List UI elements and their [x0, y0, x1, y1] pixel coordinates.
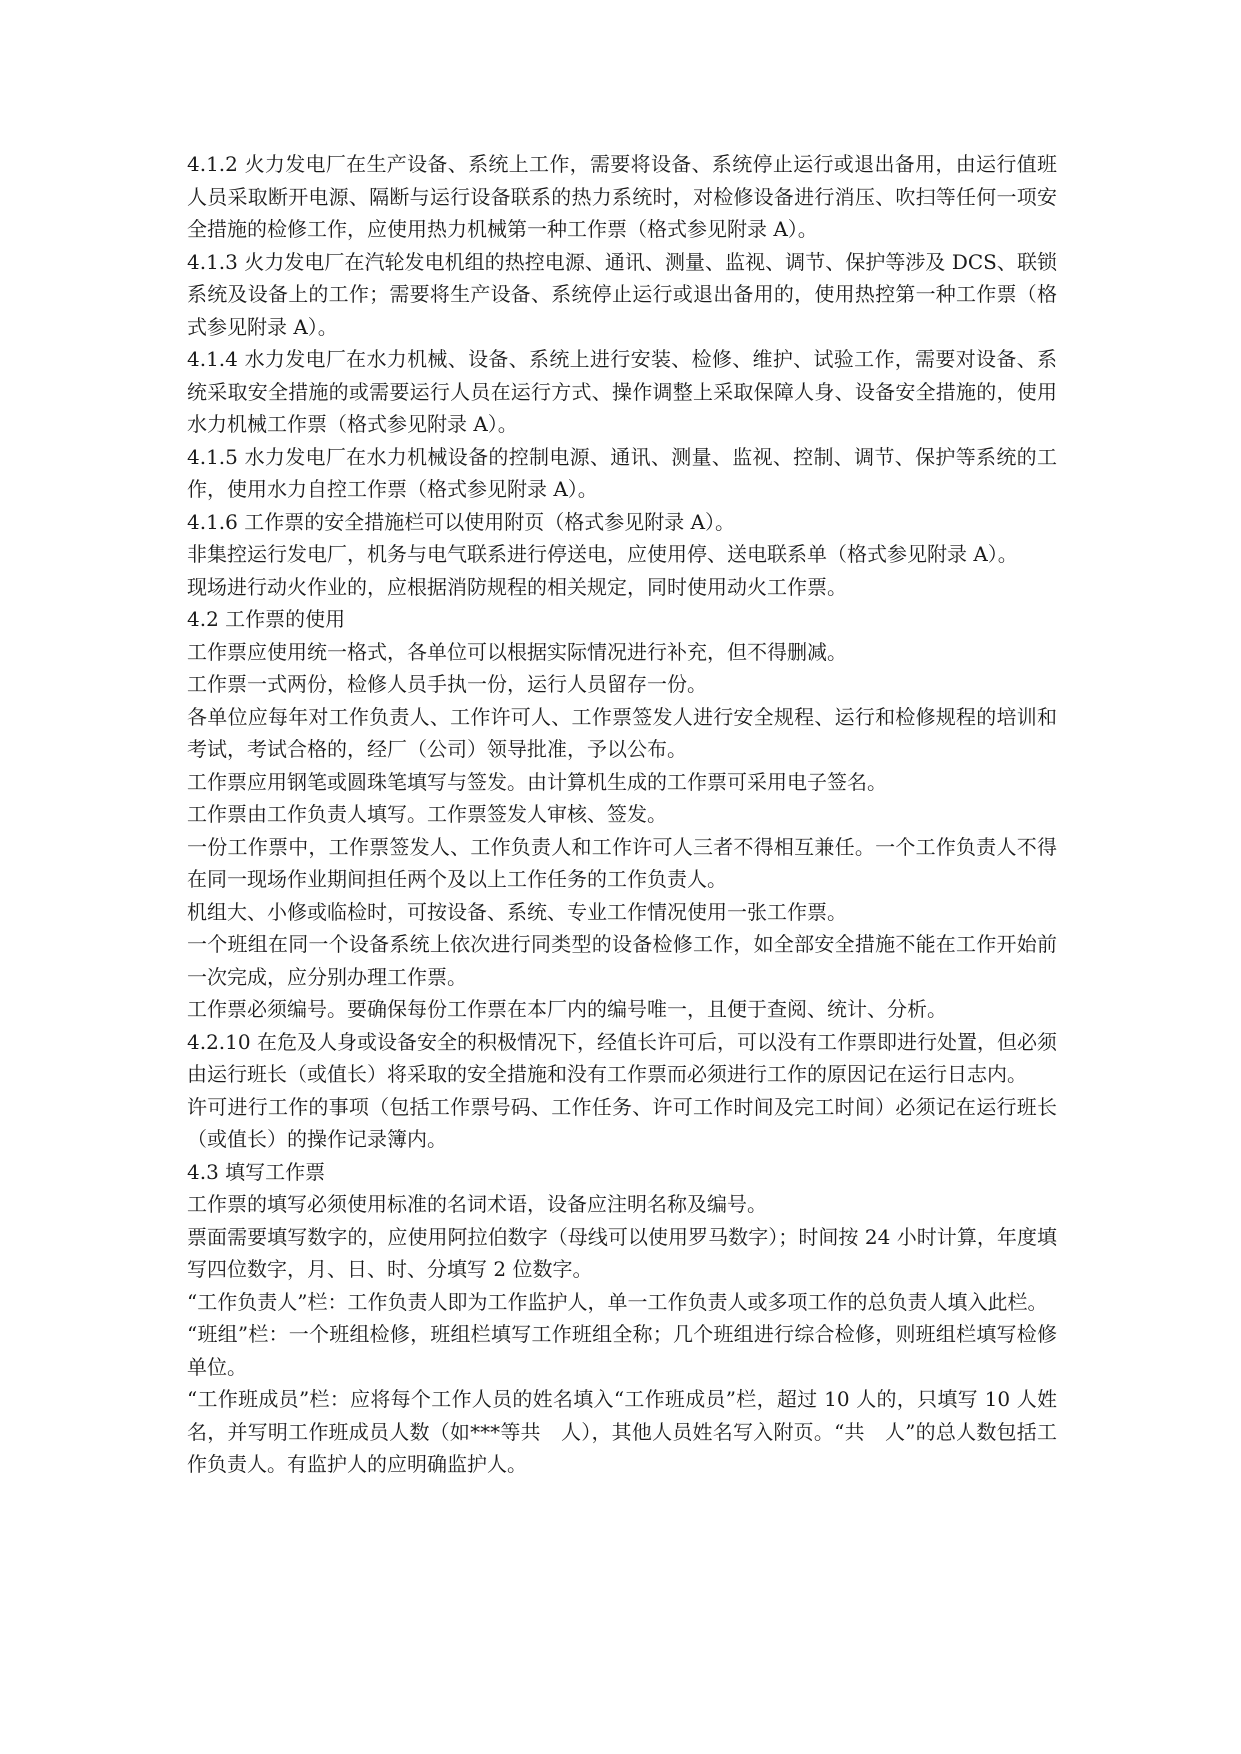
paragraph: 工作票一式两份，检修人员手执一份，运行人员留存一份。: [187, 672, 707, 696]
paragraph: 许可进行工作的事项（包括工作票号码、工作任务、许可工作时间及完工时间）必须记在运行班长（或值长）的操作记录簿内。: [187, 1094, 1057, 1151]
paragraph: 4.2.10 在危及人身或设备安全的积极情况下，经值长许可后，可以没有工作票即进行处置，但必须由运行班长（或值长）将采取的安全措施和没有工作票而必须进行工作的原因记在运行日志内。: [187, 1029, 1057, 1086]
paragraph: “班组”栏：一个班组检修，班组栏填写工作班组全称；几个班组进行综合检修，则班组栏填写检修单位。: [187, 1322, 1057, 1379]
paragraph: 4.1.3 火力发电厂在汽轮发电机组的热控电源、通讯、测量、监视、调节、保护等涉及 DCS、联锁系统及设备上的工作；需要将生产设备、系统停止运行或退出备用的，使用热控第一种工作票（格式参见附录 A）。: [187, 249, 1057, 339]
paragraph: 工作票应用钢笔或圆珠笔填写与签发。由计算机生成的工作票可采用电子签名。: [187, 769, 887, 794]
paragraph: “工作班成员”栏：应将每个工作人员的姓名填入“工作班成员”栏，超过 10 人的，只填写 10 人姓名，并写明工作班成员人数（如***等共 人），其他人员姓名写入附页。“共 人”的总人数包括工作负责人。有监护人的应明确监护人。: [187, 1387, 1057, 1476]
paragraph: 工作票必须编号。要确保每份工作票在本厂内的编号唯一，且便于查阅、统计、分析。: [187, 997, 947, 1021]
paragraph: 4.1.6 工作票的安全措施栏可以使用附页（格式参见附录 A）。: [187, 509, 736, 534]
paragraph: 机组大、小修或临检时，可按设备、系统、专业工作情况使用一张工作票。: [187, 899, 847, 924]
paragraph: 各单位应每年对工作负责人、工作许可人、工作票签发人进行安全规程、运行和检修规程的培训和考试，考试合格的，经厂（公司）领导批准，予以公布。: [187, 704, 1057, 761]
paragraph: 工作票应使用统一格式，各单位可以根据实际情况进行补充，但不得删减。: [187, 639, 847, 664]
paragraph: 4.1.2 火力发电厂在生产设备、系统上工作，需要将设备、系统停止运行或退出备用，由运行值班人员采取断开电源、隔断与运行设备联系的热力系统时，对检修设备进行消压、吹扫等任何一项安全措施的检修工作，应使用热力机械第一种工作票（格式参见附录 A）。: [187, 152, 1057, 241]
paragraph: 4.1.4 水力发电厂在水力机械、设备、系统上进行安装、检修、维护、试验工作，需要对设备、系统采取安全措施的或需要运行人员在运行方式、操作调整上采取保障人身、设备安全措施的，使用水力机械工作票（格式参见附录 A）。: [187, 347, 1057, 436]
paragraph: 一个班组在同一个设备系统上依次进行同类型的设备检修工作，如全部安全措施不能在工作开始前一次完成，应分别办理工作票。: [187, 932, 1057, 989]
paragraph: 非集控运行发电厂，机务与电气联系进行停送电，应使用停、送电联系单（格式参见附录 A）。: [187, 542, 1018, 566]
document-body: [187, 148, 1057, 1481]
paragraph: “工作负责人”栏：工作负责人即为工作监护人，单一工作负责人或多项工作的总负责人填入此栏。: [187, 1289, 1048, 1314]
section-heading: 4.3 填写工作票: [187, 1159, 326, 1184]
paragraph: 工作票由工作负责人填写。工作票签发人审核、签发。: [187, 802, 667, 826]
paragraph: 工作票的填写必须使用标准的名词术语，设备应注明名称及编号。: [187, 1192, 767, 1216]
paragraph: 4.1.5 水力发电厂在水力机械设备的控制电源、通讯、测量、监视、控制、调节、保护等系统的工作，使用水力自控工作票（格式参见附录 A）。: [187, 444, 1057, 501]
paragraph: 票面需要填写数字的，应使用阿拉伯数字（母线可以使用罗马数字）；时间按 24 小时计算，年度填写四位数字，月、日、时、分填写 2 位数字。: [187, 1224, 1057, 1281]
paragraph: 现场进行动火作业的，应根据消防规程的相关规定，同时使用动火工作票。: [187, 574, 847, 599]
paragraph: 一份工作票中，工作票签发人、工作负责人和工作许可人三者不得相互兼任。一个工作负责人不得在同一现场作业期间担任两个及以上工作任务的工作负责人。: [187, 834, 1057, 891]
section-heading: 4.2 工作票的使用: [187, 607, 346, 631]
